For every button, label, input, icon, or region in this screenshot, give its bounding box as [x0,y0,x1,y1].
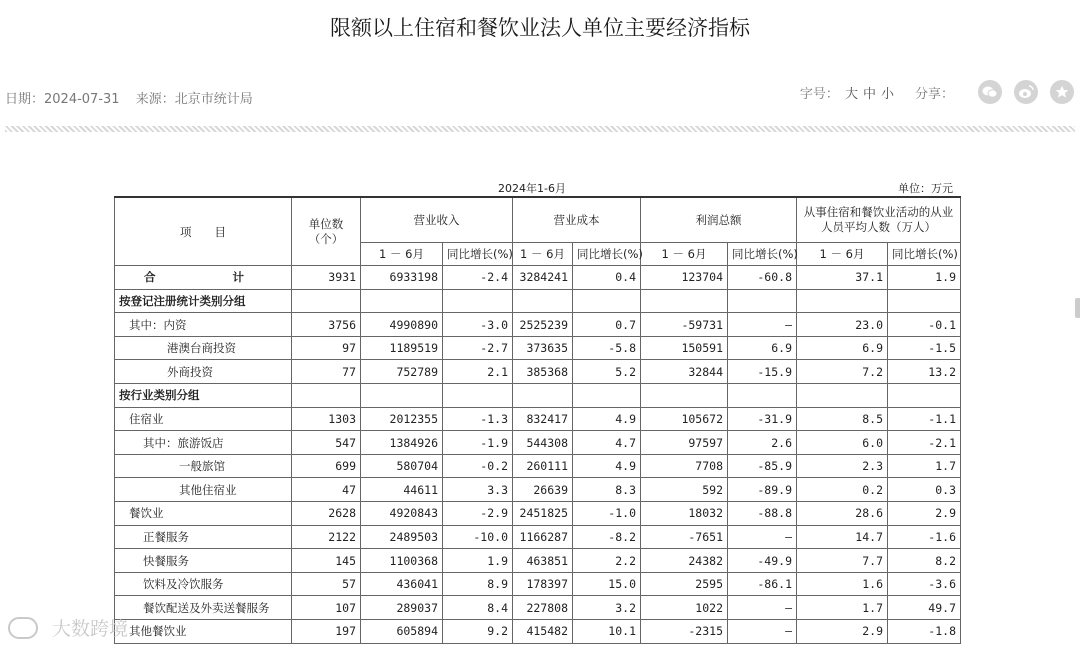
header-employees: 从事住宿和餐饮业活动的从业人员平均人数（万人） [797,197,961,242]
cell-units: 1303 [292,407,361,431]
article-meta [5,88,265,107]
cell-emp: 6.0 [797,431,888,455]
cell-cost: 178397 [513,572,573,596]
cell-cost-yoy: 4.9 [573,407,641,431]
table-period: 2024年1-6月 [498,182,566,195]
cell-emp: 14.7 [797,525,888,549]
cell-units: 3756 [292,313,361,337]
cell-rev: 1384926 [361,431,443,455]
cell-cost-yoy: 0.7 [573,313,641,337]
cell-units: 145 [292,549,361,573]
cell-rev: 605894 [361,620,443,644]
table-row [115,620,961,644]
row-label: 住宿业 [115,407,292,431]
cell-units [292,384,361,408]
row-label: 按行业类别分组 [115,384,292,408]
cell-profit-yoy: -86.1 [728,572,797,596]
cell-emp: 7.2 [797,360,888,384]
header-yoy: 同比增长(%) [728,242,797,266]
cell-rev: 2489503 [361,525,443,549]
cell-rev-yoy [443,289,513,313]
header-revenue: 营业收入 [361,197,513,242]
watermark-text: 大数跨境 [52,618,129,640]
cell-emp: 23.0 [797,313,888,337]
row-label: 正餐服务 [115,525,292,549]
cell-cost-yoy: 2.2 [573,549,641,573]
cell-rev: 4990890 [361,313,443,337]
header-yoy: 同比增长(%) [573,242,641,266]
cell-emp [797,384,888,408]
cell-profit-yoy: -88.8 [728,502,797,526]
row-label: 外商投资 [115,360,292,384]
header-period: 1 － 6月 [361,242,443,266]
cell-rev-yoy: -2.9 [443,502,513,526]
cell-profit: 97597 [641,431,728,455]
cell-profit-yoy: -49.9 [728,549,797,573]
header-item: 项 目 [115,197,292,266]
cell-profit: 1022 [641,596,728,620]
cell-emp-yoy: -2.1 [888,431,961,455]
cell-units: 699 [292,454,361,478]
cell-profit-yoy: -31.9 [728,407,797,431]
cell-emp: 6.9 [797,336,888,360]
indicator-table [114,196,961,644]
article-tools [800,80,1074,104]
cell-profit: 105672 [641,407,728,431]
publish-date: 2024-07-31 [44,92,120,107]
share-label: 分享： [914,86,954,102]
cell-cost-yoy: 15.0 [573,572,641,596]
table-row [115,407,961,431]
cell-rev: 1100368 [361,549,443,573]
table-row [115,572,961,596]
cell-cost-yoy: 0.4 [573,266,641,290]
cell-cost-yoy: 4.9 [573,454,641,478]
cell-profit-yoy [728,289,797,313]
cell-cost-yoy: 3.2 [573,596,641,620]
cell-emp-yoy [888,384,961,408]
cell-profit: 2595 [641,572,728,596]
font-size-large-button[interactable]: 大 [844,86,858,102]
cell-profit: 123704 [641,266,728,290]
cell-rev: 1189519 [361,336,443,360]
cell-profit: 7708 [641,454,728,478]
cell-profit: -2315 [641,620,728,644]
cell-emp-yoy: -1.8 [888,620,961,644]
table-row [115,525,961,549]
date-label: 日期：2024-07-31 [5,92,120,107]
cell-units: 3931 [292,266,361,290]
table-row [115,454,961,478]
cell-cost: 3284241 [513,266,573,290]
cell-rev-yoy: 9.2 [443,620,513,644]
cell-cost [513,289,573,313]
cell-rev-yoy: -10.0 [443,525,513,549]
table-row [115,478,961,502]
cell-profit-yoy: -89.9 [728,478,797,502]
cell-rev-yoy: 8.4 [443,596,513,620]
cell-profit: 18032 [641,502,728,526]
row-label: 饮料及冷饮服务 [115,572,292,596]
cell-rev-yoy [443,384,513,408]
font-size-medium-button[interactable]: 中 [862,86,876,102]
font-size-label: 字号： [799,86,839,102]
cell-cost: 1166287 [513,525,573,549]
cell-emp-yoy: 49.7 [888,596,961,620]
cell-rev-yoy: 8.9 [443,572,513,596]
cell-units [292,289,361,313]
weibo-icon[interactable] [1014,80,1038,104]
cell-rev: 44611 [361,478,443,502]
cell-profit-yoy: -85.9 [728,454,797,478]
cell-profit: 24382 [641,549,728,573]
cell-profit-yoy: 6.9 [728,336,797,360]
cell-emp: 2.9 [797,620,888,644]
cell-units: 197 [292,620,361,644]
cell-rev-yoy: -2.7 [443,336,513,360]
watermark-logo-icon [8,617,38,639]
cell-emp: 2.3 [797,454,888,478]
cell-cost: 26639 [513,478,573,502]
cell-cost-yoy: -5.8 [573,336,641,360]
table-unit: 单位：万元 [898,182,953,195]
cell-emp: 1.6 [797,572,888,596]
row-label: 按登记注册统计类别分组 [115,289,292,313]
cell-cost: 2525239 [513,313,573,337]
table-row [115,289,961,313]
cell-rev-yoy: 1.9 [443,549,513,573]
header-yoy: 同比增长(%) [443,242,513,266]
cell-emp-yoy: 13.2 [888,360,961,384]
cell-cost-yoy: 10.1 [573,620,641,644]
cell-cost-yoy: 8.3 [573,478,641,502]
cell-cost: 463851 [513,549,573,573]
header-period: 1 － 6月 [513,242,573,266]
cell-cost-yoy: 5.2 [573,360,641,384]
cell-emp: 0.2 [797,478,888,502]
cell-profit [641,289,728,313]
cell-cost: 373635 [513,336,573,360]
cell-emp-yoy: 8.2 [888,549,961,573]
header-period: 1 － 6月 [797,242,888,266]
cell-units: 2628 [292,502,361,526]
source-label: 来源：北京市统计局 [135,92,253,107]
cell-emp-yoy: 1.7 [888,454,961,478]
favorite-icon[interactable] [1050,80,1074,104]
cell-cost: 832417 [513,407,573,431]
cell-emp-yoy: 1.9 [888,266,961,290]
cell-emp-yoy: -3.6 [888,572,961,596]
header-period: 1 － 6月 [641,242,728,266]
cell-units: 107 [292,596,361,620]
cell-emp: 1.7 [797,596,888,620]
cell-profit-yoy: -60.8 [728,266,797,290]
cell-profit-yoy [728,384,797,408]
cell-units: 77 [292,360,361,384]
row-label: 其他餐饮业 [115,620,292,644]
cell-units: 47 [292,478,361,502]
cell-cost-yoy: -1.0 [573,502,641,526]
cell-rev-yoy: -1.3 [443,407,513,431]
cell-emp-yoy: -1.6 [888,525,961,549]
watermark [8,614,128,641]
row-label: 其中：旅游饭店 [115,431,292,455]
cell-emp-yoy [888,289,961,313]
cell-rev: 2012355 [361,407,443,431]
cell-rev-yoy: 3.3 [443,478,513,502]
row-label: 餐饮配送及外卖送餐服务 [115,596,292,620]
row-label: 一般旅馆 [115,454,292,478]
table-row [115,596,961,620]
row-label: 餐饮业 [115,502,292,526]
cell-rev: 436041 [361,572,443,596]
cell-profit: 592 [641,478,728,502]
cell-cost [513,384,573,408]
row-label: 港澳台商投资 [115,336,292,360]
table-row [115,502,961,526]
cell-rev: 752789 [361,360,443,384]
cell-profit-yoy: — [728,313,797,337]
cell-profit-yoy: -15.9 [728,360,797,384]
cell-rev [361,384,443,408]
cell-profit: 150591 [641,336,728,360]
header-cost: 营业成本 [513,197,641,242]
table-row [115,360,961,384]
row-label: 快餐服务 [115,549,292,573]
cell-rev-yoy: 2.1 [443,360,513,384]
cell-rev: 580704 [361,454,443,478]
font-size-small-button[interactable]: 小 [880,86,894,102]
cell-rev-yoy: -3.0 [443,313,513,337]
header-yoy: 同比增长(%) [888,242,961,266]
page-title: 限额以上住宿和餐饮业法人单位主要经济指标 [330,16,750,40]
row-label: 合 计 [115,266,292,290]
cell-emp-yoy: -1.1 [888,407,961,431]
cell-cost-yoy: 4.7 [573,431,641,455]
table-row [115,313,961,337]
cell-profit [641,384,728,408]
cell-rev-yoy: -2.4 [443,266,513,290]
cell-cost: 385368 [513,360,573,384]
cell-emp: 28.6 [797,502,888,526]
cell-cost: 260111 [513,454,573,478]
cell-cost-yoy [573,289,641,313]
cell-cost-yoy [573,384,641,408]
cell-cost: 415482 [513,620,573,644]
side-feedback-tab[interactable] [1075,298,1080,318]
table-row [115,336,961,360]
cell-emp-yoy: -0.1 [888,313,961,337]
cell-rev: 289037 [361,596,443,620]
cell-units: 57 [292,572,361,596]
cell-emp-yoy: -1.5 [888,336,961,360]
cell-cost: 2451825 [513,502,573,526]
cell-rev [361,289,443,313]
cell-emp-yoy: 0.3 [888,478,961,502]
header-profit: 利润总额 [641,197,797,242]
wechat-icon[interactable] [978,80,1002,104]
source-name: 北京市统计局 [174,92,253,107]
cell-profit-yoy: — [728,620,797,644]
cell-rev: 6933198 [361,266,443,290]
cell-profit: 32844 [641,360,728,384]
cell-units: 2122 [292,525,361,549]
cell-rev-yoy: -1.9 [443,431,513,455]
cell-profit-yoy: — [728,596,797,620]
table-row [115,266,961,290]
row-label: 其他住宿业 [115,478,292,502]
cell-profit-yoy: — [728,525,797,549]
divider [5,126,1075,132]
table-row [115,431,961,455]
table-row [115,384,961,408]
cell-emp [797,289,888,313]
cell-profit: -7651 [641,525,728,549]
row-label: 其中：内资 [115,313,292,337]
cell-units: 547 [292,431,361,455]
cell-emp: 8.5 [797,407,888,431]
cell-profit: -59731 [641,313,728,337]
table-row [115,549,961,573]
cell-emp-yoy: 2.9 [888,502,961,526]
cell-cost: 544308 [513,431,573,455]
cell-profit-yoy: 2.6 [728,431,797,455]
cell-emp: 37.1 [797,266,888,290]
header-units: 单位数（个） [292,197,361,266]
cell-cost: 227808 [513,596,573,620]
cell-rev: 4920843 [361,502,443,526]
cell-rev-yoy: -0.2 [443,454,513,478]
cell-units: 97 [292,336,361,360]
cell-cost-yoy: -8.2 [573,525,641,549]
cell-emp: 7.7 [797,549,888,573]
